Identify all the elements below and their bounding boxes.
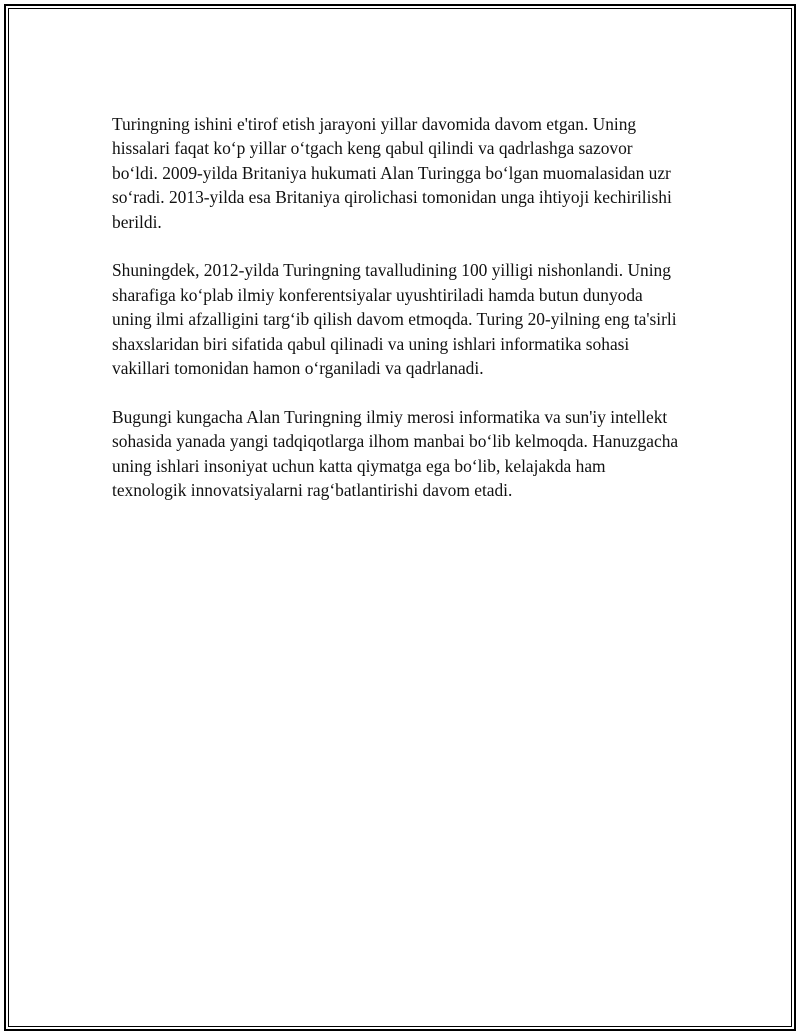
paragraph-1: Turingning ishini e'tirof etish jarayoni yillar davomida davom etgan. Uning hissalari faqat koʻp yillar oʻtgach keng qabul qilindi va qadrlashga sazovor boʻldi. 2009-yilda Britaniya hukumati Alan Turingga boʻlgan muomalasidan uzr soʻradi. 2013-yilda esa Britaniya qirolichasi tomonidan unga ihtiyoji kechirilishi berildi. [112,114,672,232]
document-body [112,112,682,527]
paragraph-2: Shuningdek, 2012-yilda Turingning tavalludining 100 yilligi nishonlandi. Uning sharafiga koʻplab ilmiy konferentsiyalar uyushtiriladi hamda butun dunyoda uning ilmi afzalligini targʻib qilish davom etmoqda. Turing 20-yilning eng ta'sirli shaxslaridan biri sifatida qabul qilinadi va uning ishlari informatika sohasi vakillari tomonidan hamon oʻrganiladi va qadrlanadi. [112,260,677,379]
paragraph-3: Bugungi kungacha Alan Turingning ilmiy merosi informatika va sun'iy intellekt sohasida yanada yangi tadqiqotlarga ilhom manbai boʻlib kelmoqda. Hanuzgacha uning ishlari insoniyat uchun katta qiymatga ega boʻlib, kelajakda ham texnologik innovatsiyalarni ragʻbatlantirishi davom etadi. [112,406,679,501]
